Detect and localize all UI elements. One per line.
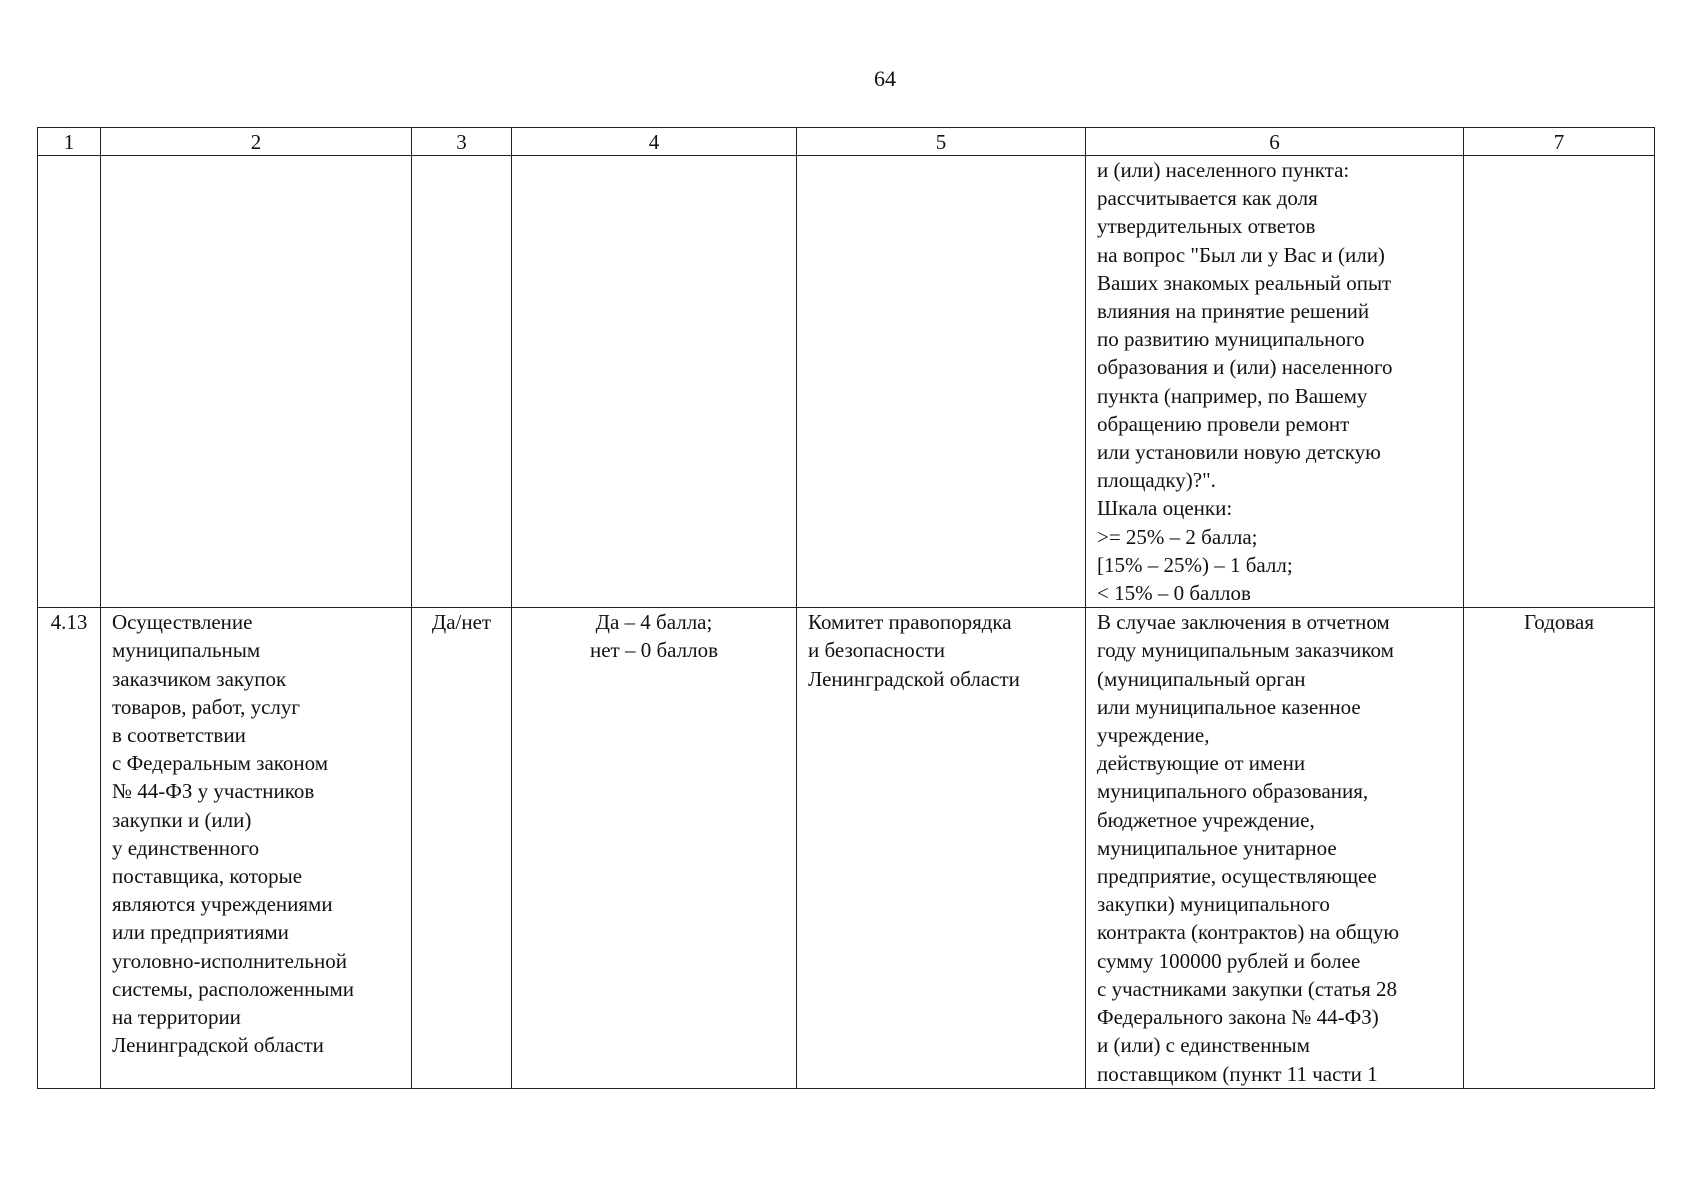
text-line: бюджетное учреждение, <box>1097 807 1315 832</box>
column-number-2: 2 <box>101 128 412 156</box>
text-line: площадку)?". <box>1097 468 1216 493</box>
table-row-continued <box>38 156 1655 608</box>
cell-empty <box>38 156 101 608</box>
indicators-table <box>37 127 1655 1089</box>
line-list <box>1086 608 1463 1087</box>
text-line: и (или) с единственным <box>1097 1033 1310 1058</box>
text-line: на территории <box>112 1005 241 1030</box>
unit-text: Да/нет <box>431 610 492 635</box>
text-line: и безопасности <box>808 638 946 663</box>
cell-empty <box>412 156 512 608</box>
text-line: Ленинградской области <box>112 1033 324 1058</box>
unit-cell <box>412 608 512 1088</box>
text-line: учреждение, <box>1097 723 1210 748</box>
text-line: товаров, работ, услуг <box>112 694 301 719</box>
column-number-6: 6 <box>1086 128 1464 156</box>
text-line: обращению провели ремонт <box>1097 411 1350 436</box>
text-line: пункта (например, по Вашему <box>1097 383 1368 408</box>
text-line: предприятие, осуществляющее <box>1097 864 1377 889</box>
column-number-3: 3 <box>412 128 512 156</box>
column-number-7: 7 <box>1464 128 1655 156</box>
text-line: уголовно-исполнительной <box>112 948 347 973</box>
cell-empty <box>1464 156 1655 608</box>
scoring-cell <box>512 608 797 1088</box>
text-line: Шкала оценки: <box>1097 496 1233 521</box>
text-line: заказчиком закупок <box>112 666 287 691</box>
text-line: закупки и (или) <box>112 807 252 832</box>
text-line: >= 25% – 2 балла; <box>1097 524 1258 549</box>
text-line: поставщиком (пункт 11 части 1 <box>1097 1061 1378 1086</box>
text-line: утвердительных ответов <box>1097 214 1316 239</box>
text-line: № 44-ФЗ у участников <box>112 779 315 804</box>
text-line: влияния на принятие решений <box>1097 299 1370 324</box>
text-line: [15% – 25%) – 1 балл; <box>1097 552 1293 577</box>
text-line: Ваших знакомых реальный опыт <box>1097 270 1392 295</box>
text-line: действующие от имени <box>1097 751 1306 776</box>
text-line: или установили новую детскую <box>1097 440 1381 465</box>
column-number-1: 1 <box>38 128 101 156</box>
indicator-number <box>38 608 101 1088</box>
text-line: Федерального закона № 44-ФЗ) <box>1097 1005 1379 1030</box>
indicator-number-text: 4.13 <box>50 610 88 635</box>
text-line: (муниципальный орган <box>1097 666 1306 691</box>
page-number: 64 <box>874 66 896 91</box>
text-line: или предприятиями <box>112 920 289 945</box>
text-line: образования и (или) населенного <box>1097 355 1393 380</box>
text-line: муниципального образования, <box>1097 779 1369 804</box>
text-line: на вопрос "Был ли у Вас и (или) <box>1097 242 1385 267</box>
line-list <box>1086 156 1463 607</box>
text-line: В случае заключения в отчетном <box>1097 610 1390 635</box>
table-row-4-13 <box>38 608 1655 1088</box>
column-number-row <box>38 128 1655 156</box>
line-list <box>512 608 796 664</box>
text-line: и (или) населенного пункта: <box>1097 158 1350 182</box>
column-number-5: 5 <box>797 128 1086 156</box>
text-line: Да – 4 балла; <box>595 610 713 635</box>
text-line: Осуществление <box>112 610 253 635</box>
text-line: Комитет правопорядка <box>808 610 1012 635</box>
text-line: являются учреждениями <box>112 892 333 917</box>
indicator-name-cell <box>101 608 412 1088</box>
text-line: рассчитывается как доля <box>1097 186 1318 211</box>
line-list <box>101 608 411 1059</box>
text-line: нет – 0 баллов <box>589 638 719 663</box>
line-list <box>797 608 1085 693</box>
text-line: муниципальное унитарное <box>1097 835 1337 860</box>
text-line: < 15% – 0 баллов <box>1097 581 1251 606</box>
text-line: по развитию муниципального <box>1097 327 1365 352</box>
text-line: муниципальным <box>112 638 261 663</box>
text-line: с Федеральным законом <box>112 751 329 776</box>
text-line: поставщика, которые <box>112 864 303 889</box>
cell-empty <box>512 156 797 608</box>
periodicity-text: Годовая <box>1524 610 1594 635</box>
text-line: сумму 100000 рублей и более <box>1097 948 1361 973</box>
text-line: с участниками закупки (статья 28 <box>1097 976 1398 1001</box>
cell-empty <box>101 156 412 608</box>
text-line: или муниципальное казенное <box>1097 694 1361 719</box>
text-line: году муниципальным заказчиком <box>1097 638 1394 663</box>
text-line: закупки) муниципального <box>1097 892 1330 917</box>
text-line: в соответствии <box>112 723 246 748</box>
responsible-body-cell <box>797 608 1086 1088</box>
text-line: системы, расположенными <box>112 976 355 1001</box>
cell-empty <box>797 156 1086 608</box>
text-line: у единственного <box>112 835 260 860</box>
cell-calculation-method-continued <box>1086 156 1464 608</box>
periodicity-cell <box>1464 608 1655 1088</box>
text-line: Ленинградской области <box>808 666 1020 691</box>
calculation-method-cell <box>1086 608 1464 1088</box>
text-line: контракта (контрактов) на общую <box>1097 920 1400 945</box>
column-number-4: 4 <box>512 128 797 156</box>
